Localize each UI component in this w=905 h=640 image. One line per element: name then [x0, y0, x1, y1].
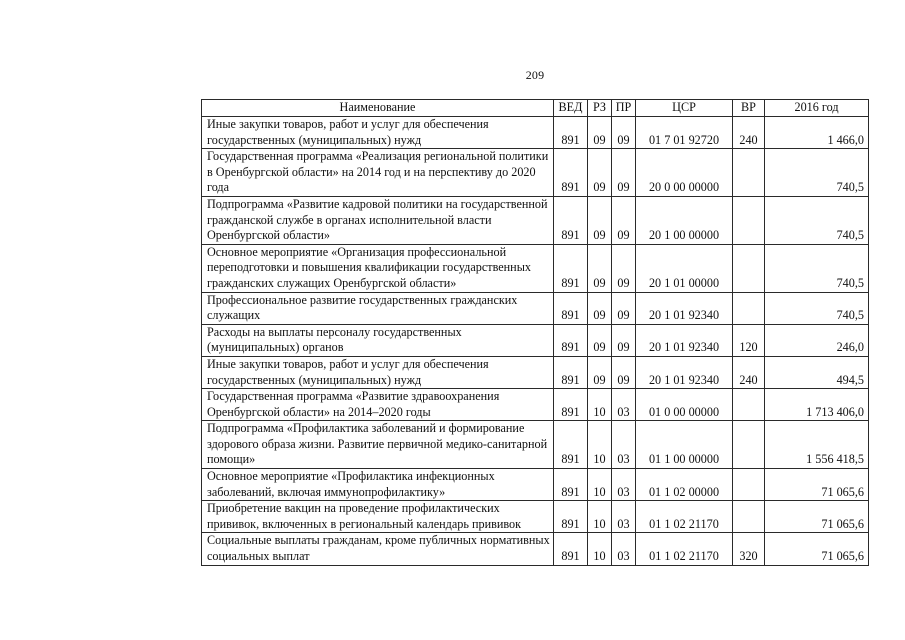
- cell-vr: [733, 389, 765, 421]
- cell-csr: 20 1 01 00000: [636, 244, 733, 292]
- cell-ved: 891: [554, 196, 588, 244]
- cell-pr: 09: [612, 324, 636, 356]
- cell-csr: 20 1 01 92340: [636, 292, 733, 324]
- cell-rz: 09: [588, 244, 612, 292]
- cell-amount: 1 466,0: [765, 117, 869, 149]
- cell-amount: 740,5: [765, 244, 869, 292]
- cell-vr: [733, 421, 765, 469]
- cell-name: Государственная программа «Реализация региональной политики в Оренбургской области» на 2014 год и на перспективу до 2020 года: [202, 149, 554, 197]
- cell-rz: 10: [588, 501, 612, 533]
- cell-vr: 320: [733, 533, 765, 565]
- cell-amount: 740,5: [765, 292, 869, 324]
- cell-ved: 891: [554, 533, 588, 565]
- cell-rz: 09: [588, 149, 612, 197]
- cell-amount: 1 556 418,5: [765, 421, 869, 469]
- cell-csr: 01 1 02 00000: [636, 469, 733, 501]
- cell-vr: [733, 469, 765, 501]
- cell-vr: 120: [733, 324, 765, 356]
- table-row: [202, 117, 869, 149]
- cell-pr: 09: [612, 356, 636, 388]
- table-row: [202, 324, 869, 356]
- cell-csr: 20 1 01 92340: [636, 324, 733, 356]
- cell-rz: 09: [588, 196, 612, 244]
- table-row: [202, 292, 869, 324]
- page-number: 209: [525, 68, 545, 82]
- cell-amount: 71 065,6: [765, 469, 869, 501]
- cell-ved: 891: [554, 149, 588, 197]
- cell-vr: [733, 149, 765, 197]
- cell-csr: 01 1 00 00000: [636, 421, 733, 469]
- cell-name: Подпрограмма «Профилактика заболеваний и формирование здорового образа жизни. Развитие первичной медико-санитарной помощи»: [202, 421, 554, 469]
- cell-ved: 891: [554, 117, 588, 149]
- cell-csr: 20 0 00 00000: [636, 149, 733, 197]
- table-row: [202, 244, 869, 292]
- cell-name: Иные закупки товаров, работ и услуг для обеспечения государственных (муниципальных) нужд: [202, 117, 554, 149]
- cell-name: Иные закупки товаров, работ и услуг для обеспечения государственных (муниципальных) нужд: [202, 356, 554, 388]
- cell-ved: 891: [554, 501, 588, 533]
- cell-pr: 09: [612, 117, 636, 149]
- cell-vr: [733, 292, 765, 324]
- cell-vr: [733, 244, 765, 292]
- cell-rz: 10: [588, 421, 612, 469]
- cell-ved: 891: [554, 389, 588, 421]
- cell-vr: [733, 196, 765, 244]
- header-pr: ПР: [612, 100, 636, 117]
- table-header: [202, 100, 869, 117]
- cell-amount: 740,5: [765, 149, 869, 197]
- header-ved: ВЕД: [554, 100, 588, 117]
- cell-amount: 494,5: [765, 356, 869, 388]
- cell-rz: 10: [588, 533, 612, 565]
- cell-pr: 03: [612, 501, 636, 533]
- cell-csr: 01 1 02 21170: [636, 501, 733, 533]
- cell-vr: [733, 501, 765, 533]
- budget-table: [201, 99, 869, 566]
- header-vr: ВР: [733, 100, 765, 117]
- cell-csr: 01 1 02 21170: [636, 533, 733, 565]
- cell-pr: 03: [612, 389, 636, 421]
- cell-vr: 240: [733, 356, 765, 388]
- table-row: [202, 149, 869, 197]
- cell-name: Расходы на выплаты персоналу государственных (муниципальных) органов: [202, 324, 554, 356]
- cell-name: Социальные выплаты гражданам, кроме публичных нормативных социальных выплат: [202, 533, 554, 565]
- cell-amount: 740,5: [765, 196, 869, 244]
- cell-csr: 20 1 01 92340: [636, 356, 733, 388]
- header-year: 2016 год: [765, 100, 869, 117]
- cell-rz: 09: [588, 324, 612, 356]
- header-rz: РЗ: [588, 100, 612, 117]
- cell-ved: 891: [554, 324, 588, 356]
- cell-amount: 71 065,6: [765, 501, 869, 533]
- cell-amount: 1 713 406,0: [765, 389, 869, 421]
- table-row: [202, 501, 869, 533]
- table-row: [202, 421, 869, 469]
- cell-pr: 09: [612, 196, 636, 244]
- cell-rz: 10: [588, 389, 612, 421]
- cell-ved: 891: [554, 469, 588, 501]
- cell-ved: 891: [554, 356, 588, 388]
- cell-name: Основное мероприятие «Организация профессиональной переподготовки и повышения квалификации государственных гражданских служащих Оренбургской области»: [202, 244, 554, 292]
- cell-name: Подпрограмма «Развитие кадровой политики на государственной гражданской службе в органах исполнительной власти Оренбургской области»: [202, 196, 554, 244]
- cell-amount: 71 065,6: [765, 533, 869, 565]
- header-name: Наименование: [202, 100, 554, 117]
- table-row: [202, 389, 869, 421]
- header-csr: ЦСР: [636, 100, 733, 117]
- cell-rz: 09: [588, 292, 612, 324]
- cell-name: Приобретение вакцин на проведение профилактических прививок, включенных в региональный календарь прививок: [202, 501, 554, 533]
- cell-csr: 20 1 00 00000: [636, 196, 733, 244]
- cell-name: Государственная программа «Развитие здравоохранения Оренбургской области» на 2014–2020 годы: [202, 389, 554, 421]
- table-row: [202, 533, 869, 565]
- cell-amount: 246,0: [765, 324, 869, 356]
- table-body: [202, 117, 869, 566]
- cell-csr: 01 7 01 92720: [636, 117, 733, 149]
- cell-rz: 10: [588, 469, 612, 501]
- cell-rz: 09: [588, 356, 612, 388]
- cell-name: Основное мероприятие «Профилактика инфекционных заболеваний, включая иммунопрофилактику»: [202, 469, 554, 501]
- cell-pr: 09: [612, 244, 636, 292]
- cell-name: Профессиональное развитие государственных гражданских служащих: [202, 292, 554, 324]
- cell-rz: 09: [588, 117, 612, 149]
- cell-pr: 03: [612, 469, 636, 501]
- cell-csr: 01 0 00 00000: [636, 389, 733, 421]
- cell-ved: 891: [554, 421, 588, 469]
- cell-vr: 240: [733, 117, 765, 149]
- cell-ved: 891: [554, 292, 588, 324]
- cell-pr: 09: [612, 292, 636, 324]
- cell-ved: 891: [554, 244, 588, 292]
- table-row: [202, 469, 869, 501]
- table-row: [202, 196, 869, 244]
- table-row: [202, 356, 869, 388]
- cell-pr: 03: [612, 421, 636, 469]
- header-row: [202, 100, 869, 117]
- cell-pr: 09: [612, 149, 636, 197]
- cell-pr: 03: [612, 533, 636, 565]
